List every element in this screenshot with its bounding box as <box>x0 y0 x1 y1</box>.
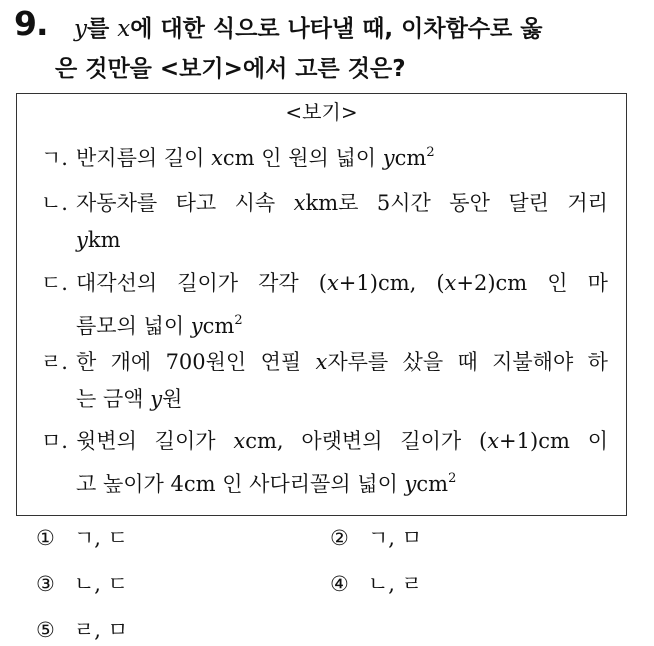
item-word: 마 <box>587 271 608 295</box>
answer-choice-1[interactable] <box>36 522 128 552</box>
item-word: 한 <box>76 350 97 374</box>
var-x: x <box>487 429 500 453</box>
item-word: 하 <box>587 350 608 374</box>
var-y: y <box>74 16 87 42</box>
answer-choice-3[interactable] <box>36 568 128 598</box>
var-x: x <box>315 350 328 374</box>
item-word: 700원인 <box>165 350 247 374</box>
item-word: 자동차를 <box>76 191 158 215</box>
item-word: 각각 <box>258 271 299 295</box>
question-text-part: 에 대한 식으로 나타낼 때, 이차함수로 옳 <box>130 16 543 42</box>
var-y: y <box>150 387 163 411</box>
choice-number: ⑤ <box>36 618 55 642</box>
unit: cm, <box>245 429 284 453</box>
item-word: 자루를 <box>327 350 389 374</box>
item-text: 인 원의 넓이 <box>254 146 383 170</box>
expression: (x+1)cm <box>479 429 570 453</box>
example-box-title: <보기> <box>285 100 358 124</box>
item-word: 길이가 <box>154 429 216 453</box>
unit: cm <box>222 146 255 170</box>
unit: cm <box>202 314 235 338</box>
var-y: y <box>404 472 417 496</box>
item-word: 5시간 <box>376 191 431 215</box>
item-marker: ㄹ. <box>41 350 68 374</box>
item-word: 타고 <box>175 191 217 215</box>
item-word: 지불해야 <box>492 350 574 374</box>
choice-text: ㄱ, ㅁ <box>368 526 422 550</box>
unit: cm, <box>377 271 417 295</box>
choice-text: ㄴ, ㄷ <box>74 572 128 596</box>
example-item-2 <box>41 185 608 259</box>
item-marker: ㅁ. <box>41 429 68 453</box>
item-text: 는 금액 <box>76 387 151 411</box>
var-y: y <box>382 146 395 170</box>
choice-number: ③ <box>36 572 55 596</box>
unit: km <box>305 191 339 215</box>
item-text: 인 사다리꼴의 넓이 <box>215 472 405 496</box>
item-word: 연필 <box>260 350 302 374</box>
var-x: x <box>211 146 223 170</box>
item-word: 개에 <box>110 350 152 374</box>
unit: cm <box>416 472 449 496</box>
item-word: 로 <box>338 191 359 215</box>
item-word: 샀을 <box>402 350 444 374</box>
var-y: y <box>190 314 203 338</box>
expression: (x+2)cm <box>436 271 528 295</box>
var-x: x <box>326 271 339 295</box>
exponent: 2 <box>426 145 435 160</box>
question-text-line1 <box>74 10 543 43</box>
item-word: 이 <box>587 429 608 453</box>
var-x: x <box>293 191 306 215</box>
var-y: y <box>76 228 88 252</box>
exponent: 2 <box>234 313 243 328</box>
item-word: 달린 <box>508 191 549 215</box>
choice-text: ㄱ, ㄷ <box>74 526 128 550</box>
item-word: 때 <box>457 350 478 374</box>
unit: cm <box>495 271 528 295</box>
item-word: 인 <box>547 271 568 295</box>
choice-number: ④ <box>330 572 349 596</box>
item-word: 동안 <box>449 191 490 215</box>
question-text-line2: 은 것만을 <보기>에서 고른 것은? <box>55 56 406 82</box>
var-x: x <box>117 16 131 42</box>
choice-text: ㄴ, ㄹ <box>368 572 422 596</box>
var-x: x <box>444 271 457 295</box>
unit: cm <box>538 429 570 453</box>
choice-text: ㄹ, ㅁ <box>74 618 128 642</box>
question-text-part: 를 <box>87 16 118 42</box>
item-word: 거리 <box>567 191 608 215</box>
item-word: 길이가 <box>400 429 462 453</box>
var-x: x <box>233 429 246 453</box>
example-item-5 <box>41 423 608 503</box>
item-text: 원 <box>162 387 183 411</box>
item-word: 대각선의 <box>76 271 158 295</box>
question-number: 9. <box>14 4 48 43</box>
choice-number: ① <box>36 526 55 550</box>
item-marker: ㄷ. <box>41 271 68 295</box>
unit: km <box>87 228 121 252</box>
choice-number: ② <box>330 526 349 550</box>
item-marker: ㄱ. <box>41 146 68 170</box>
answer-choice-5[interactable] <box>36 614 128 644</box>
item-word: 길이가 <box>177 271 239 295</box>
unit: cm <box>394 146 427 170</box>
item-text: 반지름의 길이 <box>76 146 212 170</box>
item-word: 윗변의 <box>76 429 137 453</box>
example-item-1 <box>41 134 608 177</box>
example-item-4 <box>41 344 608 418</box>
expression: (x+1)cm, <box>318 271 417 295</box>
item-marker: ㄴ. <box>41 191 68 215</box>
item-word: 아랫변의 <box>301 429 383 453</box>
item-word: 시속 <box>234 191 276 215</box>
answer-choice-4[interactable] <box>330 568 422 598</box>
item-text: 름모의 넓이 <box>76 314 191 338</box>
exponent: 2 <box>448 471 457 486</box>
answer-choice-2[interactable] <box>330 522 422 552</box>
example-item-3 <box>41 265 608 345</box>
unit: cm <box>183 472 216 496</box>
item-text: 고 높이가 4 <box>76 472 184 496</box>
example-box <box>16 93 627 516</box>
